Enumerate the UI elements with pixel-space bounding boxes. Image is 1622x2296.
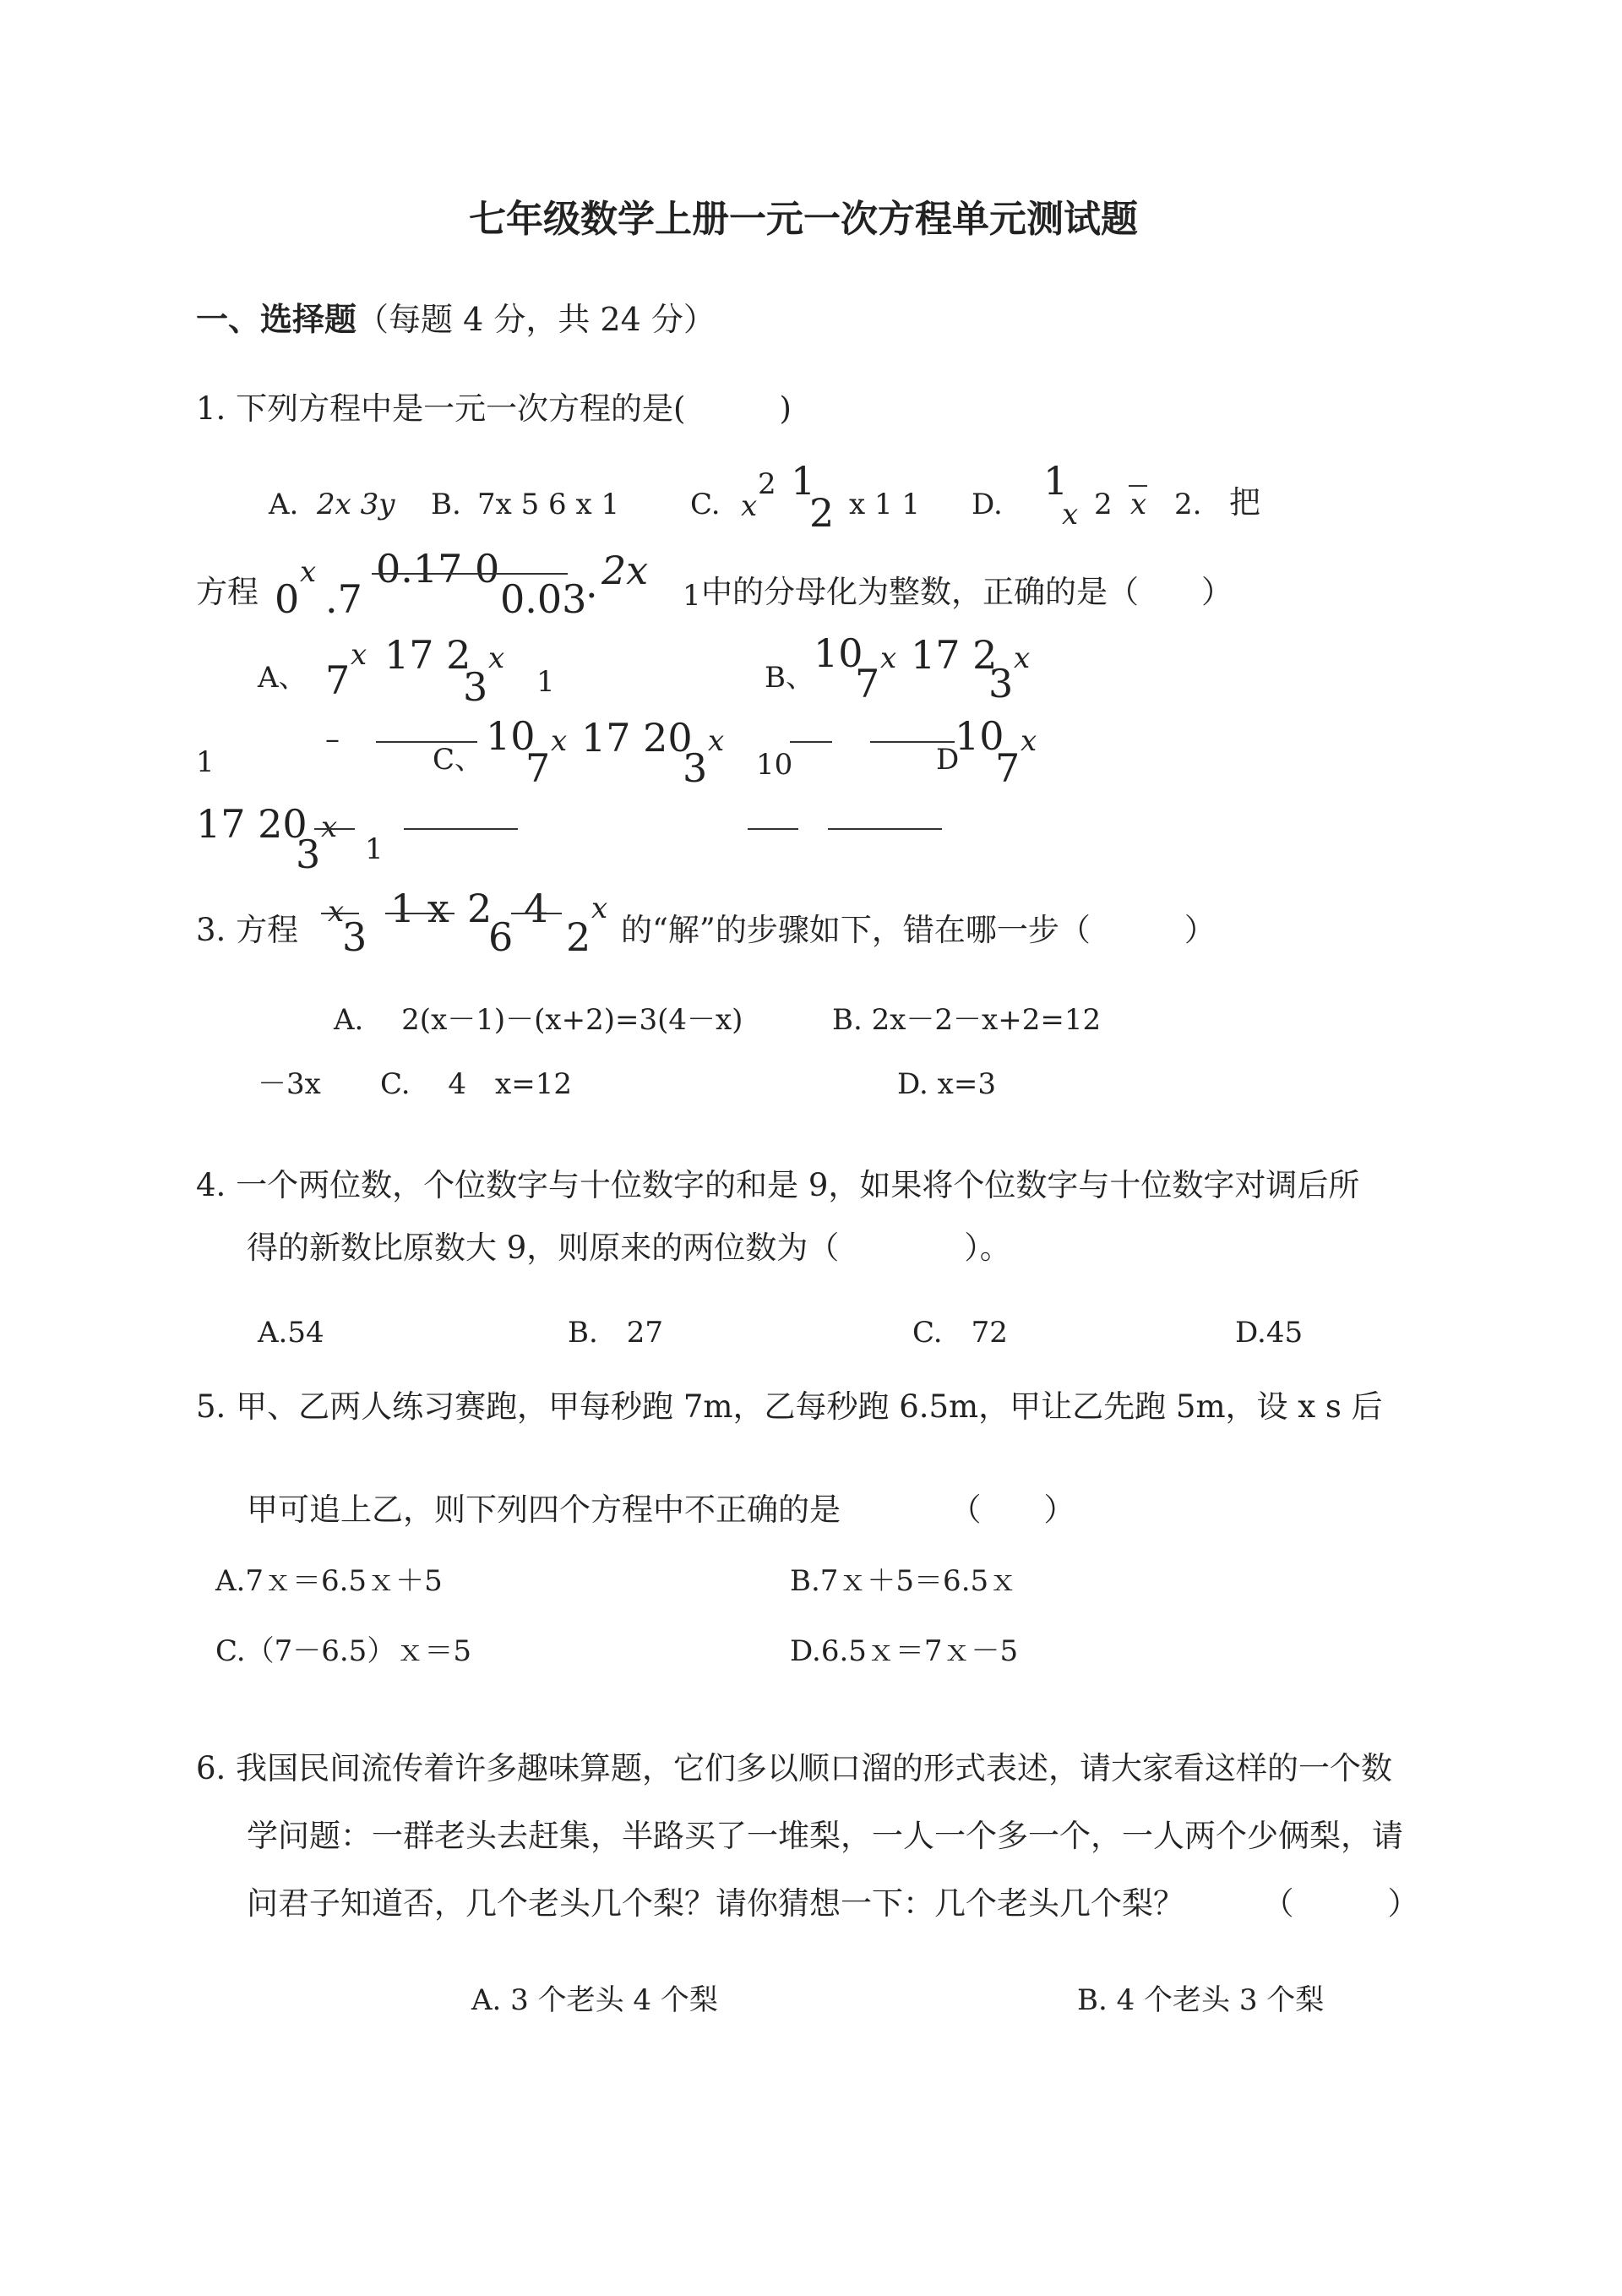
q3-option-c: C. 4 x=12 <box>380 1067 572 1101</box>
q2-tail-text: 中的分母化为整数，正确的是（ ） <box>701 574 1233 610</box>
q3-3: 3 <box>342 914 367 960</box>
q3-x: x <box>328 895 345 929</box>
q3-2b: 2 <box>566 914 591 960</box>
q2-row2-one: 1 <box>196 745 215 779</box>
q1-option-c-tail: x 1 1 <box>849 488 921 521</box>
q1-option-a-math: 2x 3y <box>317 488 395 521</box>
q6-option-b: B. 4 个老头 3 个梨 <box>1077 1983 1325 2017</box>
q2-option-b-17-2: 17 2 <box>911 632 998 678</box>
q2-f2-top: 0.17 0 <box>376 546 500 592</box>
q2-row3-x: x <box>321 810 338 844</box>
q2-option-b-10: 10 <box>814 630 863 676</box>
q2-row3-3: 3 <box>296 832 321 877</box>
q1-option-c-x: x <box>741 489 758 523</box>
q2-row3-line-3 <box>828 828 942 830</box>
q2-f2-bottom: 0.03 <box>500 576 587 622</box>
q4-option-a: A.54 <box>258 1316 324 1350</box>
q4-option-d: D.45 <box>1235 1316 1304 1350</box>
q2-option-b-label: B、 <box>765 661 814 695</box>
q1-option-d-tail: 2 <box>1094 488 1113 521</box>
q5-option-b: B.7ｘ＋5＝6.5ｘ <box>790 1564 1018 1598</box>
q1-option-c-denominator: 2 <box>809 490 835 536</box>
q2-option-a-3: 3 <box>463 664 488 710</box>
q6-line-3: 问君子知道否，几个老头几个梨？请你猜想一下：几个老头几个梨？ （ ） <box>247 1885 1419 1922</box>
q3-option-b: B. 2x－2－x+2=12 <box>832 1003 1102 1037</box>
q6-line-2: 学问题：一群老头去赶集，半路买了一堆梨，一人一个多一个，一人两个少俩梨，请 <box>247 1818 1403 1854</box>
q2-option-b-x2: x <box>1014 641 1031 675</box>
q2-f1-a: 0 <box>275 576 300 622</box>
q1-option-c-label: C. <box>690 488 721 521</box>
q2-option-a-17-2: 17 2 <box>384 632 471 678</box>
q2-row2-line-2 <box>790 741 832 743</box>
page-title: 七年级数学上册一元一次方程单元测试题 <box>469 198 1138 241</box>
q2-option-b-7: 7 <box>855 661 880 706</box>
q5-line-1: 5. 甲、乙两人练习赛跑，甲每秒跑 7m，乙每秒跑 6.5m，甲让乙先跑 5m，设 x s 后 <box>196 1388 1383 1425</box>
q2-option-d-7: 7 <box>995 745 1021 791</box>
q2-row2-dash: – <box>325 723 340 756</box>
q2-option-c-3: 3 <box>683 745 708 791</box>
q1-option-c-exponent: 2 <box>758 467 776 501</box>
q1-option-d-label: D. <box>972 488 1003 521</box>
q2-row3-17-20: 17 20 <box>196 801 308 847</box>
q2-option-b-3: 3 <box>988 661 1014 706</box>
q3-continuation: －3x <box>258 1067 321 1101</box>
q2-row3-one: 1 <box>365 832 384 866</box>
q2-option-c-x1: x <box>551 724 568 758</box>
q2-f2-x: 2x <box>601 548 649 593</box>
q5-option-a: A.7ｘ＝6.5ｘ＋5 <box>215 1564 443 1598</box>
q2-tail-number: 1 <box>683 579 701 613</box>
q2-option-c-10: 10 <box>486 713 536 759</box>
q2-option-c-10b: 10 <box>756 748 793 782</box>
q1-option-d-xbar: x <box>1130 488 1147 521</box>
q2-row3-strike <box>314 828 355 830</box>
q2-option-d-x1: x <box>1021 724 1037 758</box>
q2-option-c-x2: x <box>708 724 725 758</box>
q3-4: 4 <box>524 886 549 931</box>
q2-option-d-10: 10 <box>955 713 1004 759</box>
section-note: （每题 4 分，共 24 分） <box>357 301 716 338</box>
q3-strike-3 <box>511 913 562 914</box>
q3-option-d: D. x=3 <box>897 1067 996 1101</box>
q1-option-a-label: A. <box>269 488 299 521</box>
q3-option-a: A. 2(x－1)－(x+2)=3(4－x) <box>334 1003 743 1037</box>
q2-row3-line-1 <box>404 828 518 830</box>
q2-row3-line-2 <box>748 828 798 830</box>
q2-option-a-x1: x <box>351 638 367 672</box>
q1-option-b-label: B. <box>431 488 461 521</box>
q4-option-b: B. 27 <box>568 1316 664 1350</box>
q2-option-b-x1: x <box>880 641 897 675</box>
q6-line-1: 6. 我国民间流传着许多趣味算题，它们多以顺口溜的形式表述，请大家看这样的一个数 <box>196 1750 1393 1786</box>
q2-fraction-bar <box>372 573 568 575</box>
q3-6: 6 <box>488 914 514 960</box>
q2-option-d-label: D <box>936 743 960 777</box>
q2-option-c-17-20: 17 20 <box>581 715 693 761</box>
q3-xb: x <box>591 892 608 925</box>
q3-2: 2 <box>467 886 493 931</box>
q3-tail: 的“解”的步骤如下，错在哪一步（ ） <box>621 912 1216 948</box>
q5-option-d: D.6.5ｘ＝7ｘ－5 <box>790 1634 1019 1668</box>
q3-1x: 1 x <box>390 886 449 931</box>
question-1-stem: 1. 下列方程中是一元一次方程的是( ) <box>196 390 792 427</box>
q1-option-b-math: 7x 5 6 x 1 <box>477 488 620 521</box>
q2-f2-dot: . <box>585 561 598 607</box>
q2-f1-x: x <box>300 555 317 589</box>
q2-option-c-7: 7 <box>525 745 551 791</box>
q1-option-d-numerator: 1 <box>1043 458 1069 504</box>
q4-line-2: 得的新数比原数大 9，则原来的两位数为（ ）。 <box>247 1230 1011 1266</box>
q3-strike-2 <box>385 913 454 914</box>
q1-trailing-text: 把 <box>1229 484 1260 521</box>
q1-option-d-denominator: x <box>1062 498 1079 532</box>
q2-option-a-label: A、 <box>258 661 308 695</box>
q5-option-c: C.（7－6.5）ｘ＝5 <box>215 1634 471 1668</box>
q2-option-a-1: 1 <box>536 665 555 699</box>
q1-option-d-overline <box>1129 485 1147 487</box>
q2-f1-b: .7 <box>325 576 362 622</box>
q1-option-c-numerator: 1 <box>791 458 816 504</box>
q5-line-2: 甲可追上乙，则下列四个方程中不正确的是 （ ） <box>247 1492 1075 1528</box>
q4-option-c: C. 72 <box>912 1316 1008 1350</box>
q4-line-1: 4. 一个两位数，个位数字与十位数字的和是 9，如果将个位数字与十位数字对调后所 <box>196 1167 1360 1203</box>
q1-option-d-end: 2. <box>1174 488 1202 521</box>
q6-option-a: A. 3 个老头 4 个梨 <box>471 1983 718 2017</box>
q3-lead: 3. 方程 <box>196 912 299 948</box>
q2-option-a-7: 7 <box>325 657 351 703</box>
section-label: 一、选择题 <box>196 300 357 338</box>
q2-option-a-x2: x <box>488 641 505 675</box>
section-heading <box>196 300 716 338</box>
q2-lead: 方程 <box>196 574 259 610</box>
q2-option-c-label: C、 <box>433 743 484 777</box>
